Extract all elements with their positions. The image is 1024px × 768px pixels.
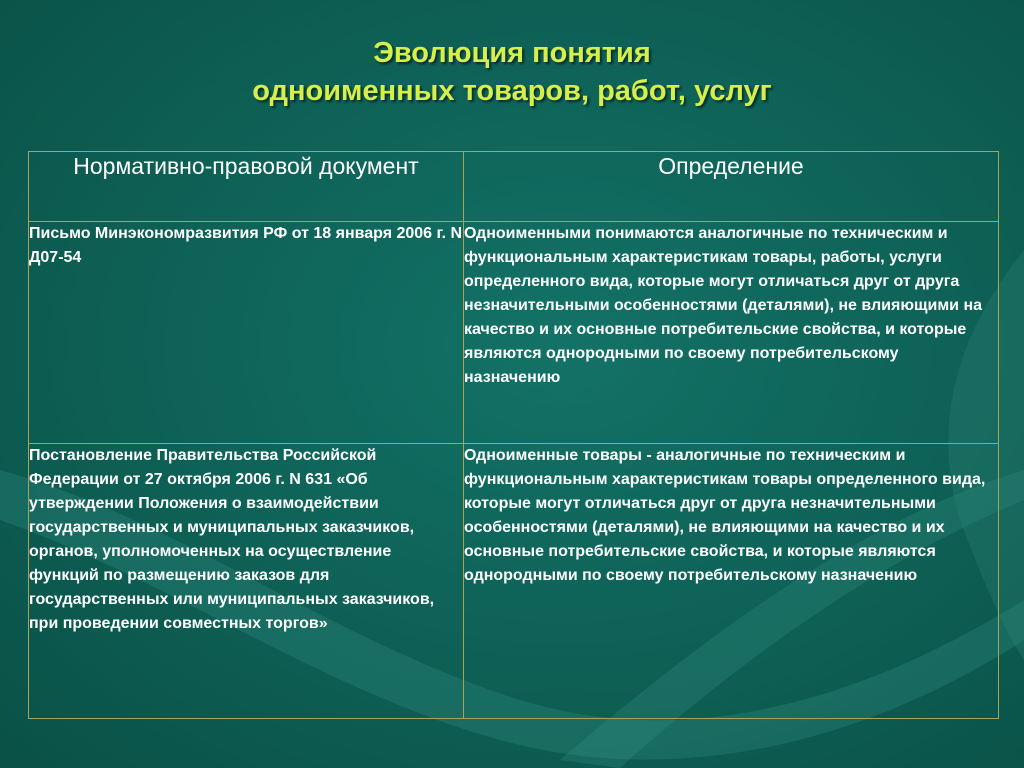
table-row xyxy=(29,444,999,719)
definitions-table xyxy=(28,151,999,719)
header-definition: Определение xyxy=(464,152,999,222)
title-line-1: Эволюция понятия xyxy=(373,37,651,69)
table-row xyxy=(29,222,999,444)
slide-title xyxy=(0,34,1024,110)
header-document: Нормативно-правовой документ xyxy=(29,152,464,222)
table-header-row xyxy=(29,152,999,222)
title-line-2: одноименных товаров, работ, услуг xyxy=(252,75,772,107)
row-2-definition: Одноименные товары - аналогичные по техническим и функциональным характеристикам товары определенного вида, которые могут отличаться друг от друга незначительными особенностями (деталями), не влияющими на качество и их основные потребительские свойства, и которые являются однородными по своему потребительскому назначению xyxy=(464,444,999,719)
row-2-document: Постановление Правительства Российской Федерации от 27 октября 2006 г. N 631 «Об утверждении Положения о взаимодействии государственных и муниципальных заказчиков, органов, уполномоченных на осуществление функций по размещению заказов для государственных или муниципальных заказчиков, при проведении совместных торгов» xyxy=(29,444,464,719)
row-1-document: Письмо Минэкономразвития РФ от 18 января 2006 г. N Д07-54 xyxy=(29,222,464,444)
row-1-definition: Одноименными понимаются аналогичные по техническим и функциональным характеристикам товары, работы, услуги определенного вида, которые могут отличаться друг от друга незначительными особенностями (деталями), не влияющими на качество и их основные потребительские свойства, и которые являются однородными по своему потребительскому назначению xyxy=(464,222,999,444)
